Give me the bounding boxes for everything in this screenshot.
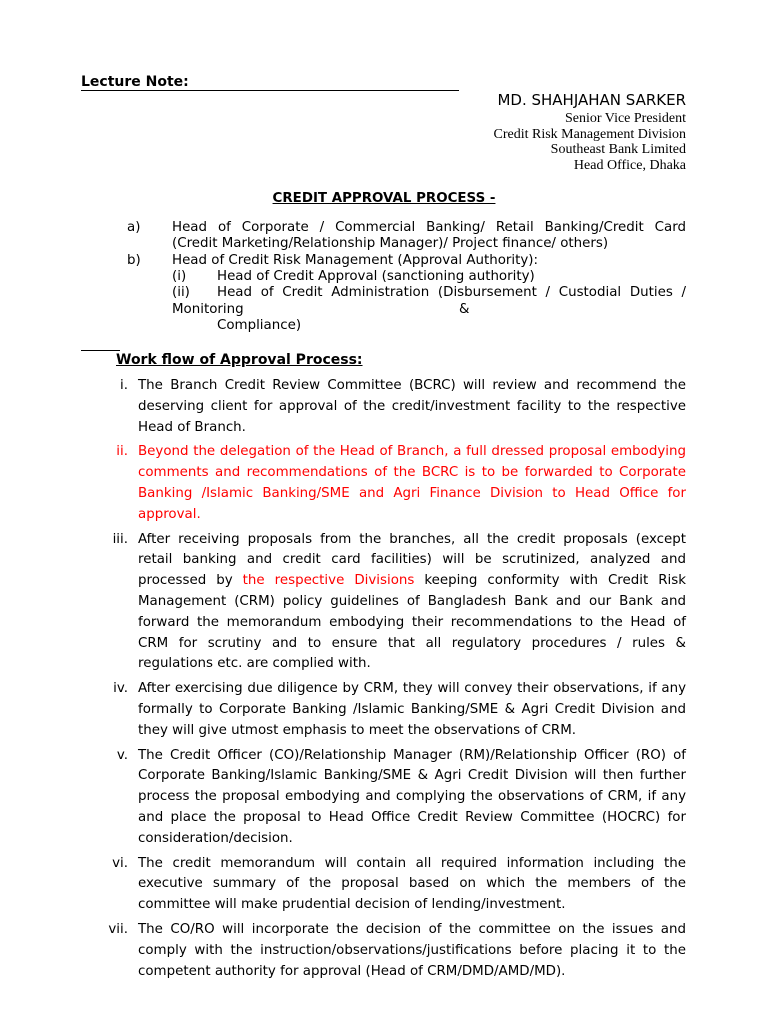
list-item-number: v. — [116, 747, 128, 763]
item-b-i-label: (i) — [172, 268, 187, 284]
author-block — [494, 90, 686, 173]
list-item-number: vi. — [112, 855, 128, 871]
list-item — [100, 679, 686, 741]
list-item — [100, 442, 686, 525]
item-b-label: b) — [127, 252, 141, 268]
item-b-ii-last: Compliance) — [217, 317, 302, 333]
author-title: Senior Vice President — [565, 111, 686, 126]
author-name: MD. SHAHJAHAN SARKER — [497, 91, 686, 109]
list-item-text: The Branch Credit Review Committee (BCRC) will review and recommend the deserving client for approval of the credit/investment facility to the respective Head of Branch. — [138, 378, 686, 435]
list-item — [100, 746, 686, 850]
author-bank: Southeast Bank Limited — [550, 142, 686, 158]
item-a-line1: Head of Corporate / Commercial Banking/ Retail Banking/Credit Card — [172, 220, 686, 235]
list-item-text: After exercising due diligence by CRM, they will convey their observations, if any formally to Corporate Banking /Islamic Banking/SME & Agri Credit Division and they will give utmost emphasis to meet the observations of CRM. — [138, 681, 686, 738]
item-b-ii-text: Head of Credit Administration (Disbursement / Custodial Duties / — [217, 285, 686, 301]
item-a-line2: (Credit Marketing/Relationship Manager)/ Project finance/ others) — [172, 236, 609, 252]
list-item-text: The Credit Officer (CO)/Relationship Manager (RM)/Relationship Officer (RO) of Corporate Banking/Islamic Banking/SME & Agri Credit Division will then further process the proposal embodying and complying the observations of CRM, if any and place the proposal to Head Office Credit Review Committee (HOCRC) for consideration/decision. — [138, 747, 686, 846]
list-item-text: Beyond the delegation of the Head of Branch, a full dressed proposal embodying comments and recommendations of the BCRC is to be forwarded to Corporate Banking /Islamic Banking/SME and Agri Finance Division to Head Office for approval. — [138, 444, 686, 522]
author-division: Credit Risk Management Division — [493, 126, 686, 142]
item-b-line1: Head of Credit Risk Management (Approval Authority): — [172, 252, 539, 268]
list-item — [100, 854, 686, 916]
list-item — [100, 376, 686, 438]
list-item-text-cont: keeping conformity with Credit Risk Management (CRM) policy guidelines of Bangladesh Bank and our Bank and forward the memorandum embodying their recommendations to the Head of CRM for scrutiny and to ensure that all regulatory procedures / rules & regulations etc. are complied with. — [138, 573, 686, 672]
list-item-text: After receiving proposals from the branches, all the credit proposals (except retail banking and credit card facilities) will be scrutinized, analyzed and processed by — [138, 531, 686, 589]
list-item-number: iii. — [112, 531, 128, 547]
list-item-number: vii. — [108, 921, 128, 937]
lecture-note-label: Lecture Note: — [81, 74, 459, 91]
workflow-heading: Work flow of Approval Process: — [116, 352, 363, 368]
list-item-number: iv. — [113, 681, 128, 697]
list-item-number: ii. — [116, 444, 128, 460]
list-item-number: i. — [120, 378, 128, 393]
item-b-ii-cont: Monitoring — [172, 301, 244, 317]
list-item — [100, 920, 686, 982]
list-item-text: The credit memorandum will contain all required information including the executive summary of the proposal based on which the members of the committee will make prudential decision of lending/investment. — [138, 855, 686, 913]
workflow-list — [100, 376, 686, 986]
list-item-text: The CO/RO will incorporate the decision of the committee on the issues and comply with the instruction/observations/justifications before placing it to the competent authority for approval (Head of CRM/DMD/AMD/MD). — [138, 921, 686, 979]
item-b-ii-amp: & — [459, 301, 470, 317]
page-title: CREDIT APPROVAL PROCESS - — [272, 191, 496, 206]
item-a-label: a) — [127, 220, 141, 235]
list-item-highlight: the respective Divisions — [242, 573, 415, 589]
item-b-i-text: Head of Credit Approval (sanctioning authority) — [217, 268, 535, 284]
item-b-ii-label: (ii) — [172, 285, 190, 301]
divider — [81, 350, 120, 351]
list-item — [100, 530, 686, 676]
author-office: Head Office, Dhaka — [573, 157, 686, 173]
